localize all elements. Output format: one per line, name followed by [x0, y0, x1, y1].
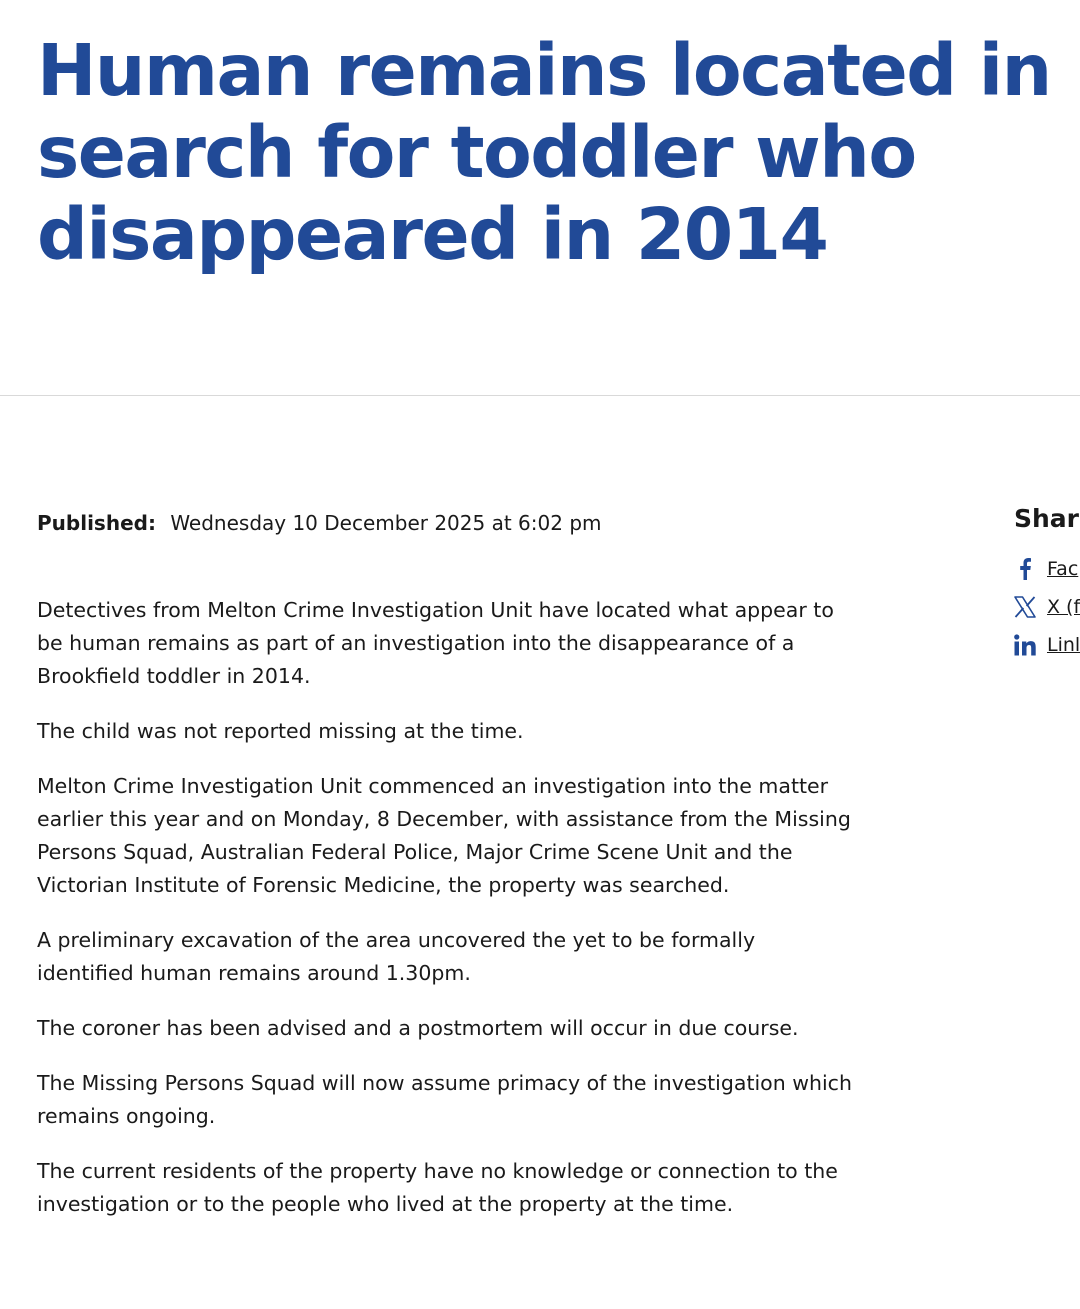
article-paragraph: The current residents of the property have no knowledge or connection to the investigation or to the people who lived at the property at the time. [37, 1159, 838, 1216]
share-facebook-link[interactable] [1014, 550, 1080, 588]
page-title [37, 30, 1080, 276]
article-paragraph: Melton Crime Investigation Unit commenced an investigation into the matter earlier this year and on Monday, 8 December, with assistance from the Missing Persons Squad, Australian Federal Police, Major Crime Scene Unit and the Victorian Institute of Forensic Medicine, the property was searched. [37, 774, 851, 897]
share-x-label: X (f [1047, 596, 1080, 618]
published-value: Wednesday 10 December 2025 at 6:02 pm [170, 511, 602, 535]
article-paragraph: A preliminary excavation of the area uncovered the yet to be formally identified human remains around 1.30pm. [37, 928, 756, 985]
title-line: Human remains located in [37, 29, 1051, 112]
header-divider [0, 395, 1080, 396]
title-line: disappeared in 2014 [37, 193, 828, 276]
x-icon [1014, 595, 1036, 619]
article-paragraph: The coroner has been advised and a postmortem will occur in due course. [37, 1016, 799, 1040]
facebook-icon [1014, 557, 1036, 581]
article-paragraph: The child was not reported missing at the time. [37, 719, 524, 743]
share-linkedin-link[interactable] [1014, 626, 1080, 664]
article-paragraph: Detectives from Melton Crime Investigation Unit have located what appear to be human remains as part of an investigation into the disappearance of a Brookfield toddler in 2014. [37, 598, 834, 688]
title-line: search for toddler who [37, 111, 916, 194]
linkedin-icon [1014, 633, 1036, 657]
share-heading: Shar [1014, 504, 1080, 533]
published-date [37, 508, 602, 538]
published-label: Published: [37, 511, 156, 535]
share-panel [1014, 500, 1080, 664]
share-linkedin-label: Linl [1047, 634, 1080, 656]
share-x-link[interactable] [1014, 588, 1080, 626]
article-paragraph: The Missing Persons Squad will now assume primacy of the investigation which remains ongoing. [37, 1071, 852, 1128]
article-body [37, 594, 857, 1243]
share-facebook-label: Fac [1047, 558, 1079, 580]
